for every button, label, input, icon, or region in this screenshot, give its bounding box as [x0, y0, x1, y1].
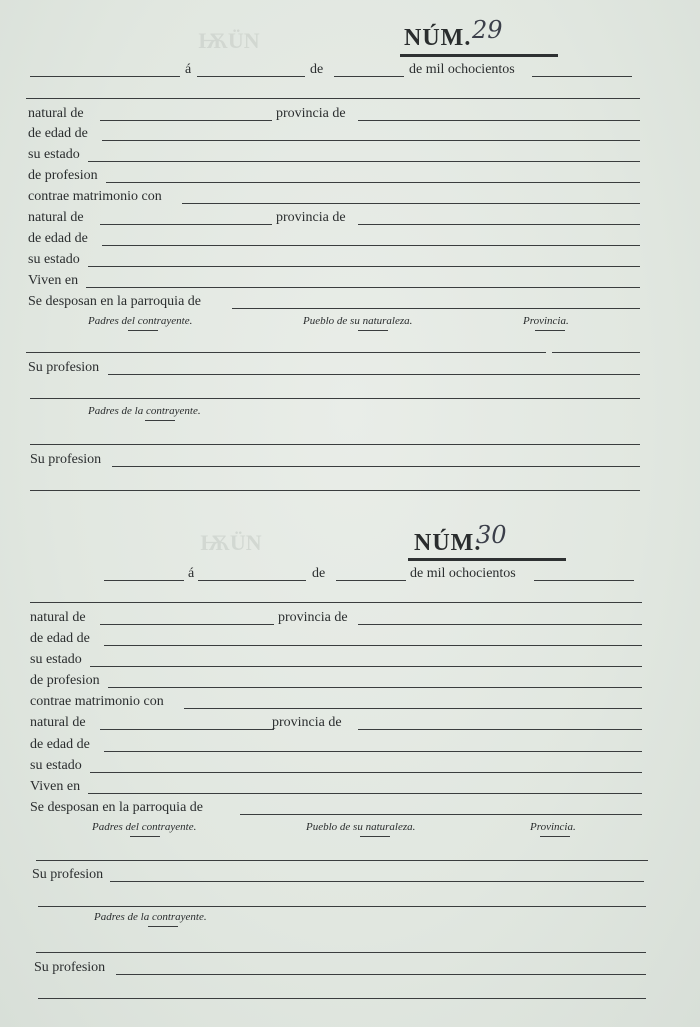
blank-name-line[interactable] — [30, 602, 642, 603]
subhead-rule — [540, 836, 570, 837]
label-natural-de: natural de — [30, 610, 86, 625]
blank-se-desposan[interactable] — [240, 814, 642, 815]
label-natural-de: natural de — [28, 106, 84, 121]
subhead-rule — [360, 836, 390, 837]
label-de-edad-de-2: de edad de — [28, 231, 88, 246]
number-underline — [408, 558, 566, 561]
label-contrae-matrimonio: contrae matrimonio con — [28, 189, 162, 204]
subhead-rule — [358, 330, 388, 331]
label-su-estado-2: su estado — [30, 758, 82, 773]
blank-su-estado-2[interactable] — [88, 266, 640, 267]
blank-padres-contrayente[interactable] — [36, 860, 648, 861]
blank-su-profesion-2[interactable] — [112, 466, 640, 467]
subhead-padres-contrayenta: Padres de la contrayente. — [88, 405, 201, 417]
date-de-label: de — [310, 62, 324, 77]
blank-extra-line[interactable] — [30, 398, 640, 399]
label-viven-en: Viven en — [28, 273, 79, 288]
blank-viven-en[interactable] — [88, 793, 642, 794]
blank-extra-line[interactable] — [30, 490, 640, 491]
blank-provincia-de-2[interactable] — [358, 729, 642, 730]
blank-de-edad-de-2[interactable] — [104, 751, 642, 752]
blank-viven-en[interactable] — [86, 287, 640, 288]
blank-provincia-de[interactable] — [358, 624, 642, 625]
blank-year[interactable] — [534, 580, 634, 581]
label-viven-en: Viven en — [30, 779, 81, 794]
blank-padres-contrayenta[interactable] — [36, 952, 646, 953]
blank-provincia-de[interactable] — [358, 120, 640, 121]
record-number-label: NÚM. — [404, 25, 472, 51]
subhead-padres-contrayente: Padres del contrayente. — [88, 315, 193, 327]
blank-de-profesion[interactable] — [108, 687, 642, 688]
blank-su-profesion-1[interactable] — [110, 881, 644, 882]
label-su-profesion-2: Su profesion — [34, 960, 106, 975]
subhead-rule — [130, 836, 160, 837]
date-a-label: á — [185, 62, 192, 77]
blank-name-line[interactable] — [26, 98, 640, 99]
label-provincia-de: provincia de — [278, 610, 348, 625]
label-contrae-matrimonio: contrae matrimonio con — [30, 694, 164, 709]
blank-padres-contrayente[interactable] — [26, 352, 546, 353]
blank-de-edad-de[interactable] — [104, 645, 642, 646]
blank-provincia-contrayente[interactable] — [552, 352, 640, 353]
blank-natural-de-2[interactable] — [100, 729, 274, 730]
blank-natural-de-2[interactable] — [100, 224, 272, 225]
record-number-handwritten: 30 — [476, 521, 507, 549]
label-provincia-de-2: provincia de — [276, 210, 346, 225]
record-number-label: NÚM. — [414, 530, 482, 556]
label-su-estado-2: su estado — [28, 252, 80, 267]
blank-de-edad-de[interactable] — [102, 140, 640, 141]
label-provincia-de: provincia de — [276, 106, 346, 121]
label-de-edad-de-2: de edad de — [30, 737, 90, 752]
blank-extra-line[interactable] — [38, 998, 646, 999]
subhead-provincia: Provincia. — [523, 315, 569, 327]
label-su-profesion-1: Su profesion — [32, 867, 104, 882]
record-number-handwritten: 29 — [472, 16, 503, 44]
subhead-rule — [128, 330, 158, 331]
label-su-profesion-1: Su profesion — [28, 360, 100, 375]
blank-place[interactable] — [30, 76, 180, 77]
label-su-estado: su estado — [28, 147, 80, 162]
blank-provincia-de-2[interactable] — [358, 224, 640, 225]
blank-su-estado[interactable] — [90, 666, 642, 667]
blank-de-profesion[interactable] — [106, 182, 640, 183]
blank-place[interactable] — [104, 580, 184, 581]
blank-su-estado[interactable] — [88, 161, 640, 162]
date-de-label: de — [312, 566, 326, 581]
label-provincia-de-2: provincia de — [272, 715, 342, 730]
blank-su-profesion-1[interactable] — [108, 374, 640, 375]
label-se-desposan: Se desposan en la parroquia de — [28, 294, 201, 309]
subhead-padres-contrayenta: Padres de la contrayente. — [94, 911, 207, 923]
label-de-edad-de: de edad de — [30, 631, 90, 646]
blank-extra-line[interactable] — [38, 906, 646, 907]
label-su-estado: su estado — [30, 652, 82, 667]
date-year-label: de mil ochocientos — [410, 566, 516, 581]
label-de-profesion: de profesion — [28, 168, 98, 183]
label-su-profesion-2: Su profesion — [30, 452, 102, 467]
subhead-rule — [145, 420, 175, 421]
blank-su-profesion-2[interactable] — [116, 974, 646, 975]
label-natural-de-2: natural de — [28, 210, 84, 225]
blank-de-edad-de-2[interactable] — [102, 245, 640, 246]
subhead-pueblo: Pueblo de su naturaleza. — [303, 315, 413, 327]
label-se-desposan: Se desposan en la parroquia de — [30, 800, 203, 815]
date-year-label: de mil ochocientos — [409, 62, 515, 77]
blank-day[interactable] — [198, 580, 306, 581]
label-de-edad-de: de edad de — [28, 126, 88, 141]
blank-natural-de[interactable] — [100, 624, 274, 625]
bleed-through-mark: ѬÜN — [200, 530, 262, 555]
label-de-profesion: de profesion — [30, 673, 100, 688]
blank-month[interactable] — [334, 76, 404, 77]
blank-su-estado-2[interactable] — [90, 772, 642, 773]
blank-contrae-matrimonio[interactable] — [184, 708, 642, 709]
blank-natural-de[interactable] — [100, 120, 272, 121]
blank-month[interactable] — [336, 580, 406, 581]
subhead-pueblo: Pueblo de su naturaleza. — [306, 821, 416, 833]
blank-padres-contrayenta[interactable] — [30, 444, 640, 445]
blank-year[interactable] — [532, 76, 632, 77]
subhead-provincia: Provincia. — [530, 821, 576, 833]
subhead-rule — [148, 926, 178, 927]
date-a-label: á — [188, 566, 195, 581]
blank-se-desposan[interactable] — [232, 308, 640, 309]
number-underline — [400, 54, 558, 57]
blank-day[interactable] — [197, 76, 305, 77]
subhead-padres-contrayente: Padres del contrayente. — [92, 821, 197, 833]
bleed-through-mark: ѬÜN — [198, 28, 260, 53]
blank-contrae-matrimonio[interactable] — [182, 203, 640, 204]
subhead-rule — [535, 330, 565, 331]
label-natural-de-2: natural de — [30, 715, 86, 730]
